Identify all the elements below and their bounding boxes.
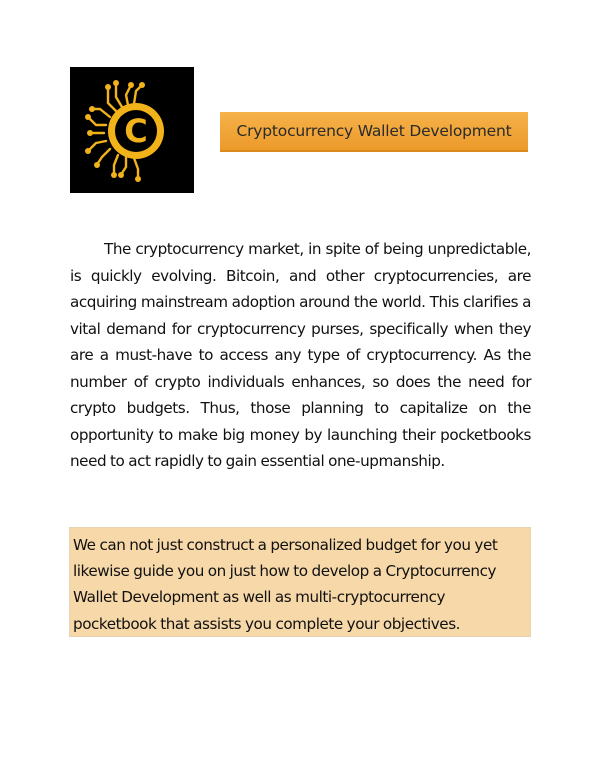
- crypto-logo: [70, 67, 194, 193]
- intro-paragraph: The cryptocurrency market, in spite of being unpredictable, is quickly evolving. Bitcoin, and other cryptocurrencies, are acquiring mainstream adoption around the world. This clarifies a vital demand for cryptocurrency purses, specifically when they are a must-have to access any type of cryptocurrency. As the number of crypto individuals enhances, so does the need for crypto budgets. Thus, those planning to capitalize on the opportunity to make big money by launching their pocketbooks need to act rapidly to gain essential one-upmanship.: [70, 240, 531, 470]
- page-title: Cryptocurrency Wallet Development: [236, 122, 512, 140]
- title-banner: [220, 112, 528, 152]
- highlight-paragraph: We can not just construct a personalized budget for you yet likewise guide you on just how to develop a Cryptocurrency Wallet Development as well as multi-cryptocurrency pocketbook that assists you complete your objectives.: [73, 536, 498, 633]
- svg-text:C: C: [124, 112, 148, 150]
- highlight-box: [69, 527, 531, 637]
- circuit-c-logo-icon: [70, 67, 194, 193]
